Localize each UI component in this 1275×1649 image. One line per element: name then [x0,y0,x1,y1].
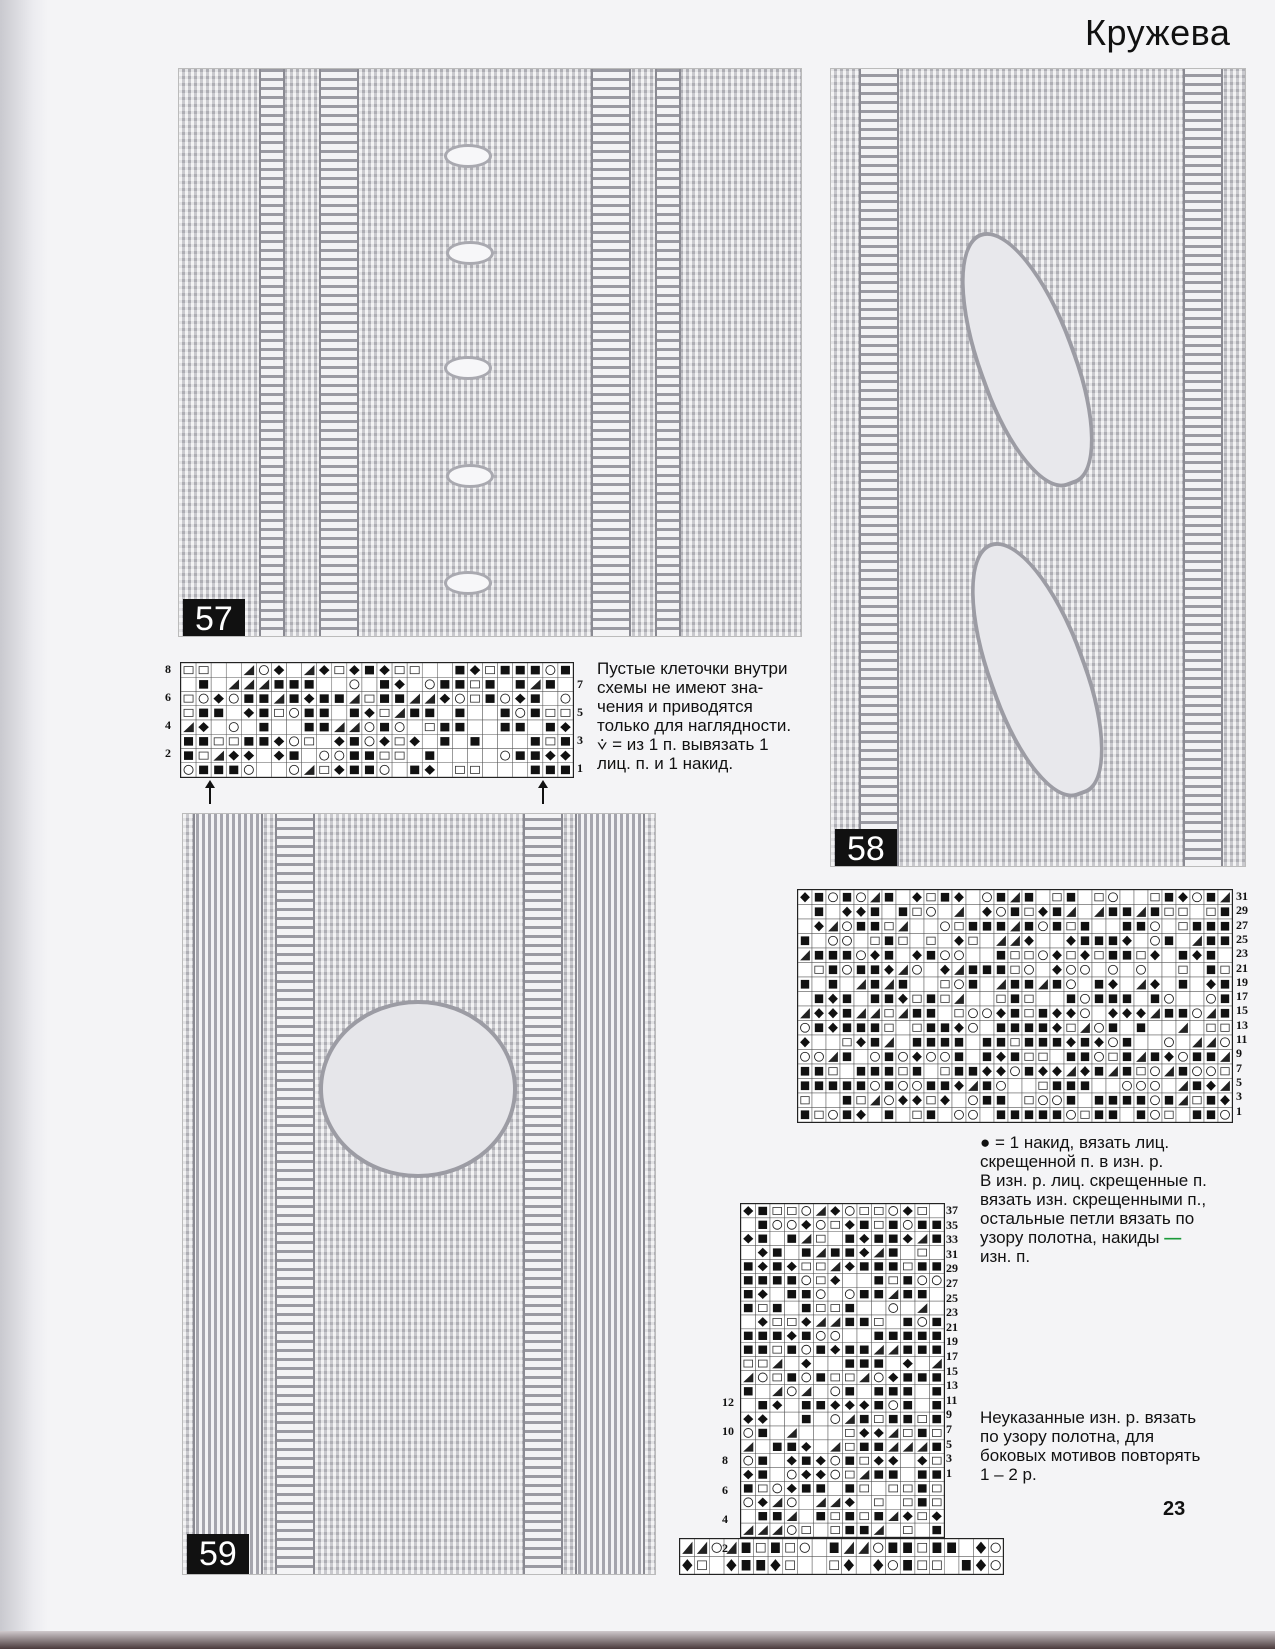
note-line: вязать изн. скрещенными п., [980,1190,1207,1209]
note-line [980,1228,1240,1247]
chart59-left-row-label: 8 [722,1453,728,1468]
chart59-right-row-label: 15 [946,1363,958,1378]
pattern-number-badge: 57 [183,599,245,637]
note-line: остальные петли вязать по [980,1209,1195,1228]
chart59-left-row-label: 2 [722,1541,728,1555]
chart58-row-label: 25 [1236,931,1248,946]
chart59-right-row-label: 33 [946,1232,958,1247]
page-bottom-edge [0,1631,1275,1649]
chart58-row-label: 21 [1236,960,1248,975]
chart-pattern-59-upper [740,1203,945,1538]
chart59-right-row-label: 23 [946,1305,958,1320]
photo-pattern-58 [830,68,1246,867]
chart59-right-row-label: 27 [946,1276,958,1290]
section-title: Кружева [1085,12,1231,53]
chart-pattern-58 [797,889,1233,1123]
note-text: = из 1 п. вывязать 1 [612,735,769,754]
chart59-right-row-label: 37 [946,1203,958,1217]
green-dash: — [1164,1228,1182,1247]
note-line: чения и приводятся [597,697,753,716]
chart59-right-row-label: 13 [946,1378,958,1393]
chart57-left-row-label: 6 [165,690,171,704]
filled-circle-icon: ● [980,1133,991,1152]
increase-symbol-icon: ⩒ [597,735,608,754]
chart59-right-row-label: 21 [946,1319,958,1334]
note-text: = 1 накид, вязать лиц. [995,1133,1170,1152]
chart59-right-row-label: 29 [946,1261,958,1276]
chart58-row-label: 3 [1236,1089,1242,1104]
page-number: 23 [1163,1498,1186,1520]
chart58-row-label: 29 [1236,903,1248,918]
chart57-left-row-label: 2 [165,746,171,760]
chart57-left-row-label: 8 [165,662,171,676]
chart59-right-row-label: 31 [946,1246,958,1261]
chart59-left-row-label: 10 [722,1424,734,1439]
chart57-right-row-label: 5 [577,705,583,719]
photo-pattern-59 [182,813,656,1575]
chart59-right-row-label: 19 [946,1334,958,1349]
note-line: только для наглядности. [597,716,792,735]
chart58-row-label: 1 [1236,1103,1242,1118]
chart58-row-label: 15 [1236,1003,1248,1018]
note-line: скрещенной п. в изн. р. [980,1152,1164,1171]
chart59-right-row-label: 35 [946,1217,958,1232]
chart57-right-row-label: 7 [577,677,583,691]
chart58-row-label: 7 [1236,1060,1242,1075]
book-gutter-shadow [0,0,48,1649]
note-line: изн. п. [980,1247,1031,1266]
chart59-right-row-label: 17 [946,1349,958,1363]
chart57-right-row-label: 3 [577,733,583,747]
chart58-row-label: 17 [1236,989,1248,1004]
photo-pattern-57 [178,68,802,637]
note-line: В изн. р. лиц. скрещенные п. [980,1171,1207,1190]
chart59-left-row-label: 12 [722,1395,734,1409]
repeat-arrow-right [542,782,544,804]
chart59-right-row-label: 11 [946,1392,958,1407]
chart58-row-label: 5 [1236,1074,1242,1089]
chart57-right-row-label: 1 [577,761,583,775]
pattern-number-badge: 59 [187,1534,249,1574]
note-line: схемы не имеют зна- [597,678,764,697]
chart58-row-label: 9 [1236,1046,1242,1061]
chart59-right-row-label: 3 [946,1451,952,1466]
chart59-left-row-label: 4 [722,1511,728,1526]
chart-pattern-57 [180,662,574,778]
chart58-row-label: 23 [1236,946,1248,961]
chart59-right-row-label: 5 [946,1436,952,1451]
pattern-number-badge: 58 [835,829,897,867]
note-line: боковых мотивов повторять [980,1446,1201,1465]
note-line [980,1133,1240,1152]
note-line: Неуказанные изн. р. вязать [980,1408,1197,1427]
note-line: 1 – 2 р. [980,1465,1037,1484]
note-pattern-58 [980,1133,1240,1266]
chart59-right-row-label: 25 [946,1290,958,1305]
chart58-row-label: 11 [1236,1032,1248,1046]
note-text: узору полотна, накиды [980,1228,1160,1247]
note-line [597,735,817,754]
note-line: по узору полотна, для [980,1427,1155,1446]
note-line: Пустые клеточки внутри [597,659,788,678]
chart58-row-label: 31 [1236,889,1248,903]
chart57-left-row-label: 4 [165,718,171,732]
chart59-right-row-label: 1 [946,1465,952,1480]
chart58-row-label: 27 [1236,917,1248,932]
note-pattern-59 [980,1408,1240,1484]
chart59-right-row-label: 9 [946,1407,952,1422]
chart59-left-row-label: 6 [722,1482,728,1497]
note-pattern-57 [597,659,817,773]
note-line: лиц. п. и 1 накид. [597,754,734,773]
repeat-arrow-left [209,782,211,804]
chart58-row-label: 13 [1236,1017,1248,1032]
chart58-row-label: 19 [1236,974,1248,989]
chart59-right-row-label: 7 [946,1422,952,1436]
